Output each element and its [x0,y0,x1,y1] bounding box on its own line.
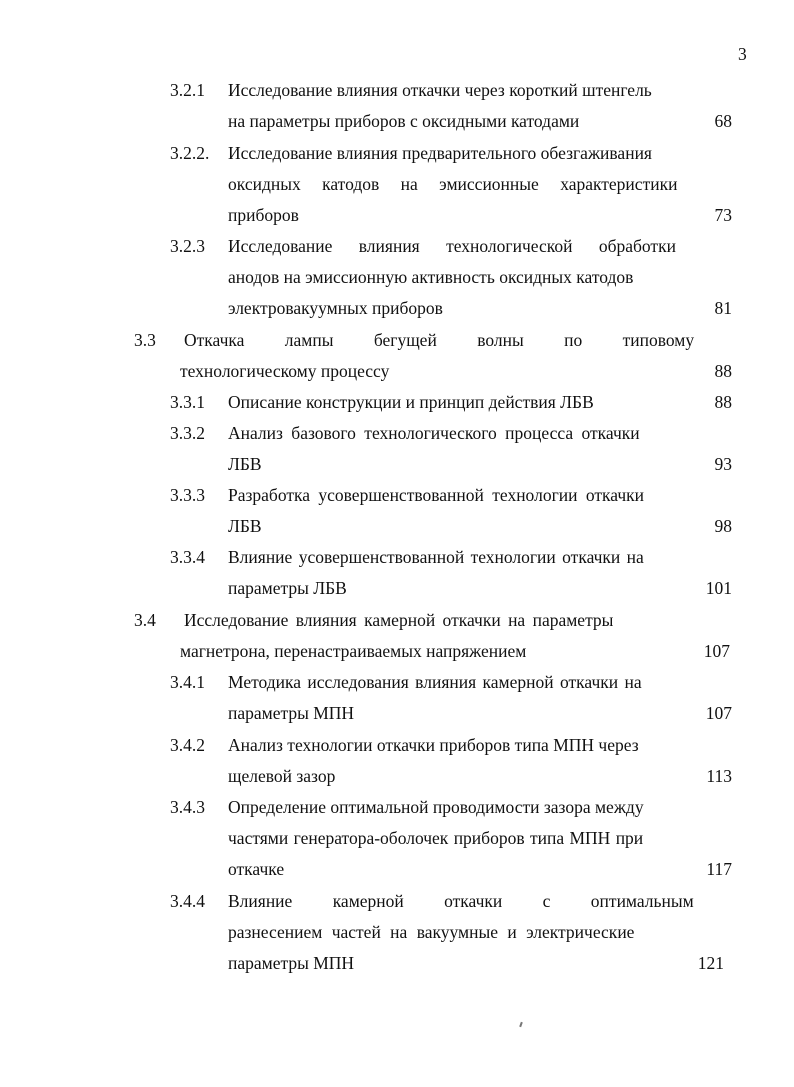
toc-number: 3.3.4 [170,547,205,567]
toc-text-line: разнесением частей на вакуумные и электрические [228,922,635,942]
toc-number: 3.3 [134,330,156,350]
toc-text-line: Откачка лампы бегущей волны по типовому [184,330,695,350]
toc-page: 107 [703,641,730,661]
toc-text-line: Исследование влияния откачки через короткий штенгель [228,80,652,100]
toc-text-line: Влияние камерной откачки с оптимальным [228,891,694,911]
toc-text-line: частями генератора-оболочек приборов типа МПН при [228,828,644,848]
toc-text-line: Исследование влияния предварительного обезгаживания [228,143,652,163]
toc-page: 68 [714,111,732,131]
toc-text-line: оксидных катодов на эмиссионные характеристики [228,174,678,194]
toc-page: 113 [706,766,732,786]
toc-page: 88 [714,361,732,381]
toc-page: 88 [714,392,732,412]
toc-page: 93 [714,454,732,474]
page-number: 3 [738,44,747,64]
toc-text-line: параметры ЛБВ [228,578,347,598]
toc-number: 3.2.2. [170,143,210,163]
toc-text-line: откачке [228,859,285,879]
toc-text-line: анодов на эмиссионную активность оксидных катодов [228,267,634,287]
toc-text-line: Анализ базового технологического процесса откачки [228,423,640,443]
toc-page: 117 [706,859,732,879]
toc-text-line: Определение оптимальной проводимости зазора между [228,797,644,817]
toc-number: 3.3.2 [170,423,205,443]
toc-page: 107 [705,703,732,723]
toc-text-line: Описание конструкции и принцип действия ЛБВ [228,392,594,412]
toc-text-line: щелевой зазор [228,766,336,786]
toc-text-line: Методика исследования влияния камерной откачки на [228,672,642,692]
scan-mark [519,1022,523,1027]
toc-text-line: Исследование влияния камерной откачки на параметры [184,610,614,630]
toc-text-line: приборов [228,205,299,225]
toc-number: 3.4.1 [170,672,205,692]
toc-text-line: ЛБВ [228,516,262,536]
toc-text-line: Анализ технологии откачки приборов типа МПН через [228,735,639,755]
toc-page: 81 [714,298,732,318]
toc-number: 3.4.3 [170,797,205,817]
toc-text-line: на параметры приборов с оксидными катодами [228,111,580,131]
toc-text-line: параметры МПН [228,953,355,973]
toc-text-line: параметры МПН [228,703,355,723]
toc-text-line: технологическому процессу [180,361,390,381]
toc-text-line: Разработка усовершенствованной технологии откачки [228,485,644,505]
toc-number: 3.4.4 [170,891,205,911]
toc-page: 98 [714,516,732,536]
toc-number: 3.4 [134,610,156,630]
toc-text-line: магнетрона, перенастраиваемых напряжением [180,641,527,661]
toc-text-line: Влияние усовершенствованной технологии откачки на [228,547,644,567]
toc-text-line: Исследование влияния технологической обработки [228,236,676,256]
toc-number: 3.3.3 [170,485,205,505]
toc-page: 121 [697,953,724,973]
toc-page: 101 [705,578,732,598]
toc-number: 3.3.1 [170,392,205,412]
toc-number: 3.2.1 [170,80,205,100]
toc-text-line: электровакуумных приборов [228,298,443,318]
toc-number: 3.2.3 [170,236,205,256]
toc-page: 73 [714,205,732,225]
toc-number: 3.4.2 [170,735,205,755]
toc-text-line: ЛБВ [228,454,262,474]
